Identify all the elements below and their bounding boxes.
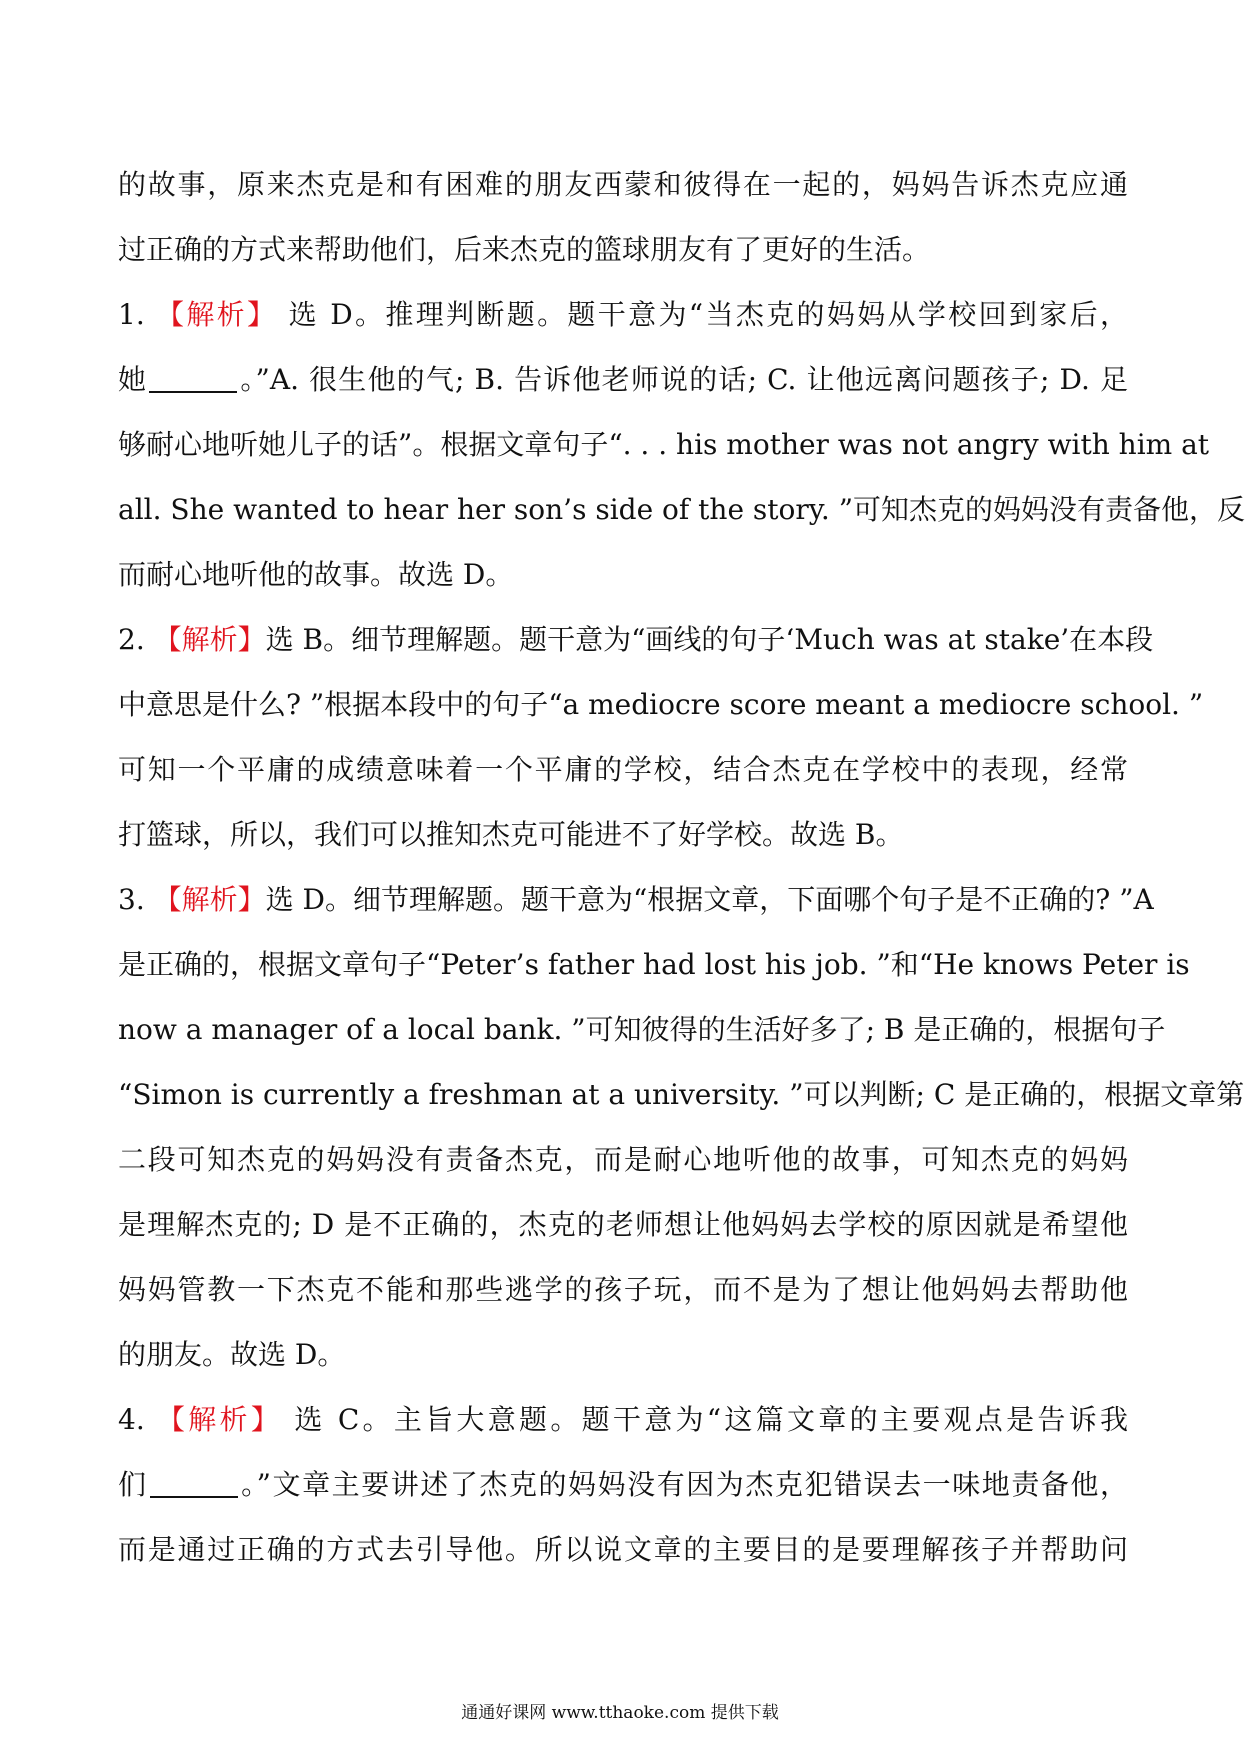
text-line: “Simon is currently a freshman at a university. ”可以判断; C 是正确的，根据文章第 — [118, 1078, 1245, 1111]
question-number: 3. — [118, 883, 154, 916]
text-span: 选 C。主旨大意题。题干意为“这篇文章的主要观点是告诉我 — [282, 1403, 1128, 1436]
text-line — [118, 607, 1154, 672]
analysis-tag: 【解析】 — [156, 1403, 283, 1436]
analysis-tag: 【解析】 — [155, 298, 278, 331]
question-number: 4. — [118, 1403, 157, 1436]
text-line: 二段可知杰克的妈妈没有责备杰克，而是耐心地听他的故事，可知杰克的妈妈 — [118, 1143, 1128, 1176]
text-line — [118, 1387, 1128, 1452]
text-line: 的朋友。故选 D。 — [118, 1338, 346, 1371]
text-line: 是正确的，根据文章句子“Peter’s father had lost his job. ”和“He knows Peter is — [118, 948, 1190, 981]
analysis-tag: 【解析】 — [153, 883, 266, 916]
text-line — [118, 1452, 1128, 1517]
text-line: 是理解杰克的; D 是不正确的，杰克的老师想让他妈妈去学校的原因就是希望他 — [118, 1208, 1128, 1241]
answer-blank — [149, 361, 237, 393]
text-line: 中意思是什么? ”根据本段中的句子“a mediocre score meant a mediocre school. ” — [118, 688, 1204, 721]
text-line: 够耐心地听她儿子的话”。根据文章句子“. . . his mother was not angry with him at — [118, 428, 1210, 461]
text-line: 而是通过正确的方式去引导他。所以说文章的主要目的是要理解孩子并帮助问 — [118, 1533, 1128, 1566]
text-line: 可知一个平庸的成绩意味着一个平庸的学校，结合杰克在学校中的表现，经常 — [118, 753, 1128, 786]
text-span: 。”A. 很生他的气; B. 告诉他老师说的话; C. 让他远离问题孩子; D. 足 — [239, 363, 1128, 396]
q2-explanation — [118, 607, 1204, 867]
text-line: 过正确的方式来帮助他们，后来杰克的篮球朋友有了更好的生活。 — [118, 233, 931, 266]
question-number: 2. — [118, 623, 154, 656]
text-line: 而耐心地听他的故事。故选 D。 — [118, 558, 514, 591]
text-line: now a manager of a local bank. ”可知彼得的生活好多了; B 是正确的，根据句子 — [118, 1013, 1166, 1046]
text-line: 妈妈管教一下杰克不能和那些逃学的孩子玩，而不是为了想让他妈妈去帮助他 — [118, 1273, 1128, 1306]
text-line: 的故事，原来杰克是和有困难的朋友西蒙和彼得在一起的，妈妈告诉杰克应通 — [118, 168, 1128, 201]
text-line — [118, 347, 1128, 412]
answer-blank — [150, 1466, 238, 1498]
question-number: 1. — [118, 298, 156, 331]
analysis-tag: 【解析】 — [153, 623, 266, 656]
text-span: 。”文章主要讲述了杰克的妈妈没有因为杰克犯错误去一味地责备他， — [239, 1468, 1128, 1501]
page-footer: 通通好课网 www.tthaoke.com 提供下载 — [461, 1703, 779, 1723]
text-line: 打篮球，所以，我们可以推知杰克可能进不了好学校。故选 B。 — [118, 818, 904, 851]
text-span: 选 D。细节理解题。题干意为“根据文章，下面哪个句子是不正确的? ”A — [265, 883, 1154, 916]
text-span: 选 D。推理判断题。题干意为“当杰克的妈妈从学校回到家后， — [277, 298, 1128, 331]
q3-explanation — [118, 867, 1245, 1387]
text-line — [118, 867, 1154, 932]
q4-explanation — [118, 1387, 1128, 1582]
intro-paragraph — [118, 152, 1128, 282]
answer-explanations — [118, 152, 1245, 1582]
text-line — [118, 282, 1128, 347]
text-span: 她 — [118, 363, 148, 396]
q1-explanation — [118, 282, 1245, 607]
text-span: 选 B。细节理解题。题干意为“画线的句子‘Much was at stake’在本段 — [265, 623, 1154, 656]
text-line: all. She wanted to hear her son’s side of the story. ”可知杰克的妈妈没有责备他，反 — [118, 493, 1245, 526]
text-span: 们 — [118, 1468, 148, 1501]
